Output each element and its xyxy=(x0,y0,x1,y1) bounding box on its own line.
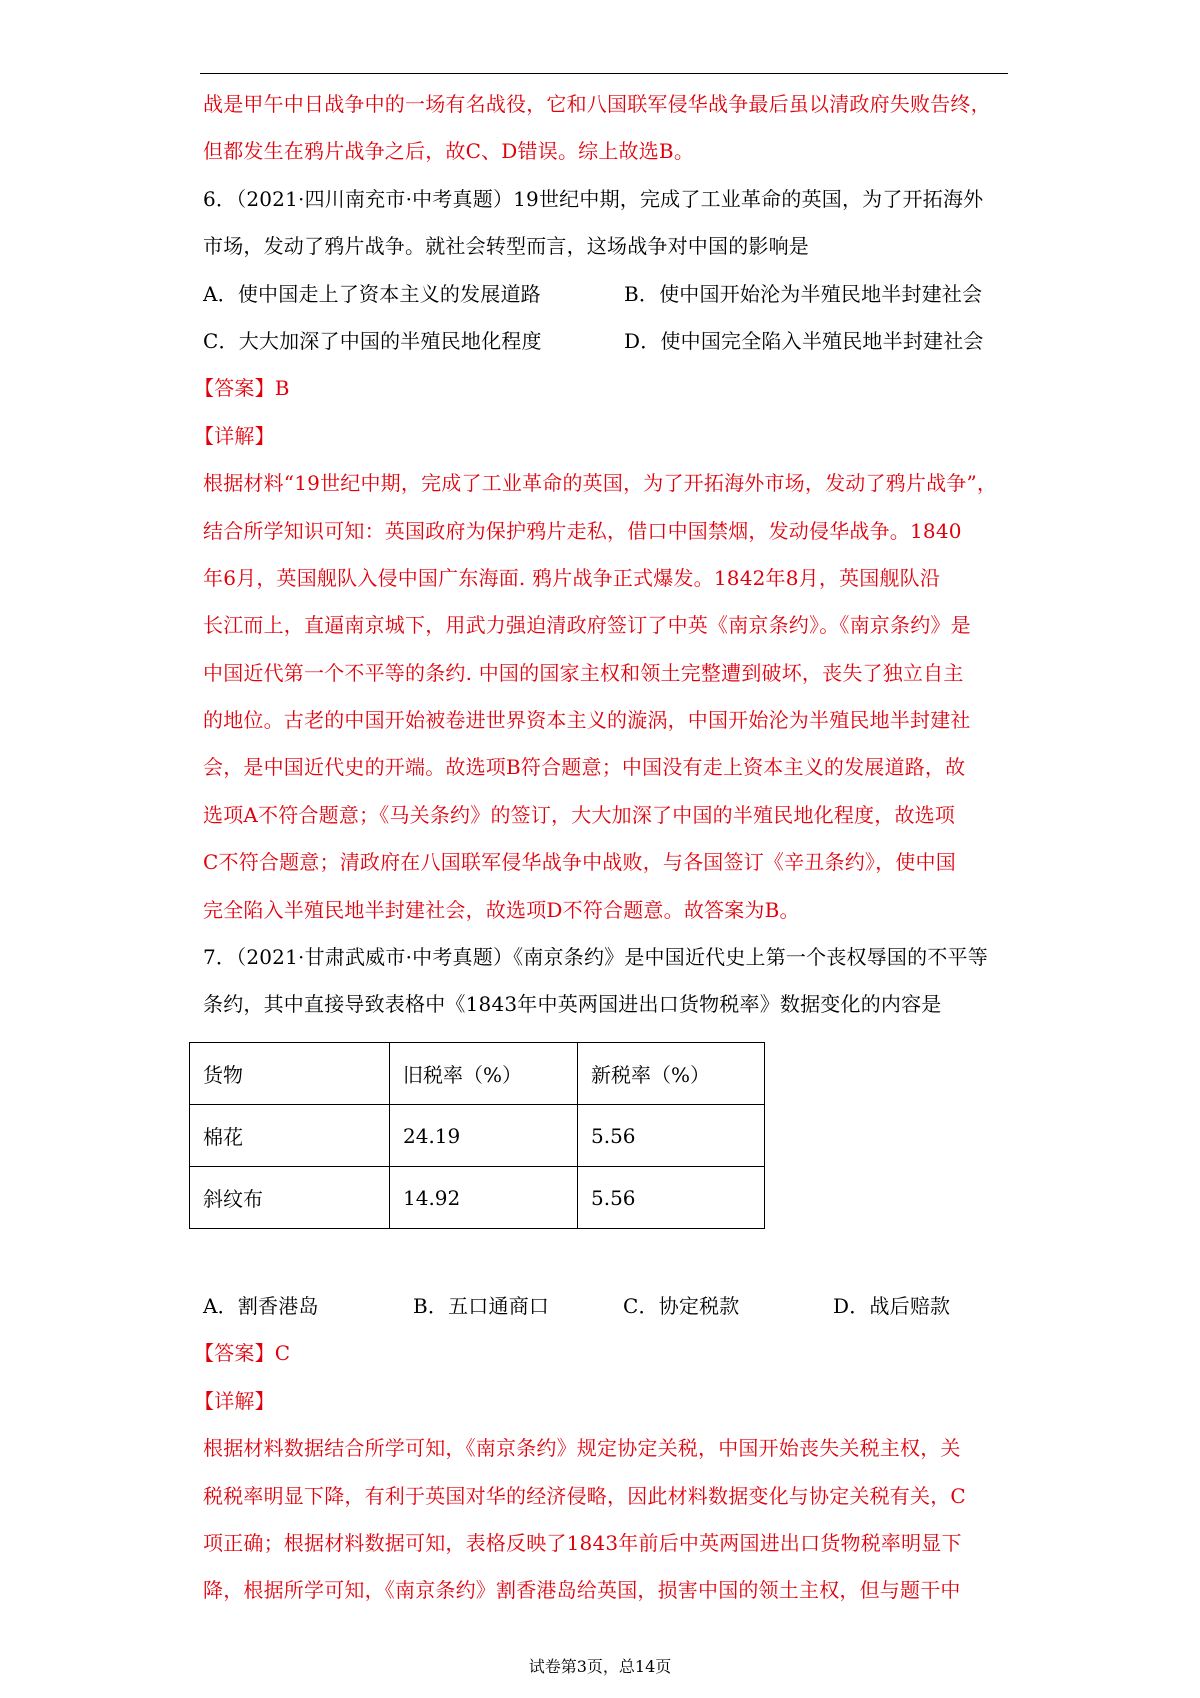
question-6-options-row xyxy=(203,329,1015,353)
question-7-stem: 条约，其中直接导致表格中《1843年中英两国进出口货物税率》数据变化的内容是 xyxy=(203,992,942,1017)
detail-line: 税税率明显下降，有利于英国对华的经济侵略，因此材料数据变化与协定关税有关，C xyxy=(203,1483,966,1508)
table-cell: 斜纹布 xyxy=(190,1167,390,1229)
question-7-stem: 7．（2021·甘肃武威市·中考真题）《南京条约》是中国近代史上第一个丧权辱国的不平等 xyxy=(203,945,988,970)
detail-line: C不符合题意；清政府在八国联军侵华战争中战败，与各国签订《辛丑条约》，使中国 xyxy=(203,850,956,875)
table-cell: 14.92 xyxy=(390,1167,578,1229)
detail-line: 结合所学知识可知：英国政府为保护鸦片走私，借口中国禁烟，发动侵华战争。1840 xyxy=(203,518,962,543)
table-header-cell: 旧税率（%） xyxy=(390,1043,578,1105)
detail-line: 年6月，英国舰队入侵中国广东海面. 鸦片战争正式爆发。1842年8月，英国舰队沿 xyxy=(203,565,941,590)
tax-rate-table xyxy=(189,1042,765,1229)
table-row xyxy=(190,1167,765,1229)
detail-line: 根据材料“19世纪中期，完成了工业革命的英国，为了开拓海外市场，发动了鸦片战争”， xyxy=(203,471,998,496)
table-cell: 棉花 xyxy=(190,1105,390,1167)
detail-line: 选项A不符合题意；《马关条约》的签订，大大加深了中国的半殖民地化程度，故选项 xyxy=(203,802,956,827)
table-cell: 24.19 xyxy=(390,1105,578,1167)
option-a: A．使中国走上了资本主义的发展道路 xyxy=(203,281,541,306)
question-6-stem: 市场，发动了鸦片战争。就社会转型而言，这场战争对中国的影响是 xyxy=(203,234,809,259)
option-a: A．割香港岛 xyxy=(203,1294,319,1318)
page-footer: 试卷第3页，总14页 xyxy=(528,1657,672,1676)
table-row xyxy=(190,1105,765,1167)
page-content-lower xyxy=(194,1294,1015,1626)
answer-label: 【答案】C xyxy=(194,1341,291,1366)
detail-line: 项正确；根据材料数据可知，表格反映了1843年前后中英两国进出口货物税率明显下 xyxy=(203,1530,962,1555)
detail-label: 【详解】 xyxy=(194,1388,275,1413)
question-7-options-row xyxy=(203,1294,1015,1318)
table-cell: 5.56 xyxy=(578,1167,765,1229)
table-header-row xyxy=(190,1043,765,1105)
text-line: 但都发生在鸦片战争之后，故C、D错误。综上故选B。 xyxy=(203,139,695,164)
question-6-options-row xyxy=(203,282,1015,306)
detail-line: 长江而上，直逼南京城下，用武力强迫清政府签订了中英《南京条约》。《南京条约》是 xyxy=(203,613,971,638)
answer-label: 【答案】B xyxy=(194,376,290,401)
page-content xyxy=(194,92,1015,1040)
option-c: C．大大加深了中国的半殖民地化程度 xyxy=(203,328,542,353)
option-b: B．使中国开始沦为半殖民地半封建社会 xyxy=(624,281,983,306)
detail-label: 【详解】 xyxy=(194,423,275,448)
detail-line: 完全陷入半殖民地半封建社会，故选项D不符合题意。故答案为B。 xyxy=(203,897,800,922)
detail-line: 会，是中国近代史的开端。故选项B符合题意；中国没有走上资本主义的发展道路，故 xyxy=(203,755,966,780)
table-header-cell: 货物 xyxy=(190,1043,390,1105)
text-line: 战是甲午中日战争中的一场有名战役，它和八国联军侵华战争最后虽以清政府失败告终， xyxy=(203,92,991,116)
option-b: B．五口通商口 xyxy=(413,1294,550,1318)
detail-line: 根据材料数据结合所学可知，《南京条约》规定协定关税，中国开始丧失关税主权，关 xyxy=(203,1436,961,1461)
detail-line: 的地位。古老的中国开始被卷进世界资本主义的漩涡，中国开始沦为半殖民地半封建社 xyxy=(203,708,971,733)
table-cell: 5.56 xyxy=(578,1105,765,1167)
header-rule xyxy=(200,73,1008,74)
option-c: C．协定税款 xyxy=(623,1294,740,1318)
question-6-stem: 6．（2021·四川南充市·中考真题）19世纪中期，完成了工业革命的英国，为了开拓海外 xyxy=(203,186,984,211)
detail-line: 降，根据所学可知，《南京条约》割香港岛给英国，损害中国的领土主权，但与题干中 xyxy=(203,1578,961,1603)
option-d: D．使中国完全陷入半殖民地半封建社会 xyxy=(624,328,984,353)
detail-line: 中国近代第一个不平等的条约. 中国的国家主权和领土完整遭到破坏，丧失了独立自主 xyxy=(203,660,964,685)
option-d: D．战后赔款 xyxy=(833,1294,951,1318)
table-header-cell: 新税率（%） xyxy=(578,1043,765,1105)
